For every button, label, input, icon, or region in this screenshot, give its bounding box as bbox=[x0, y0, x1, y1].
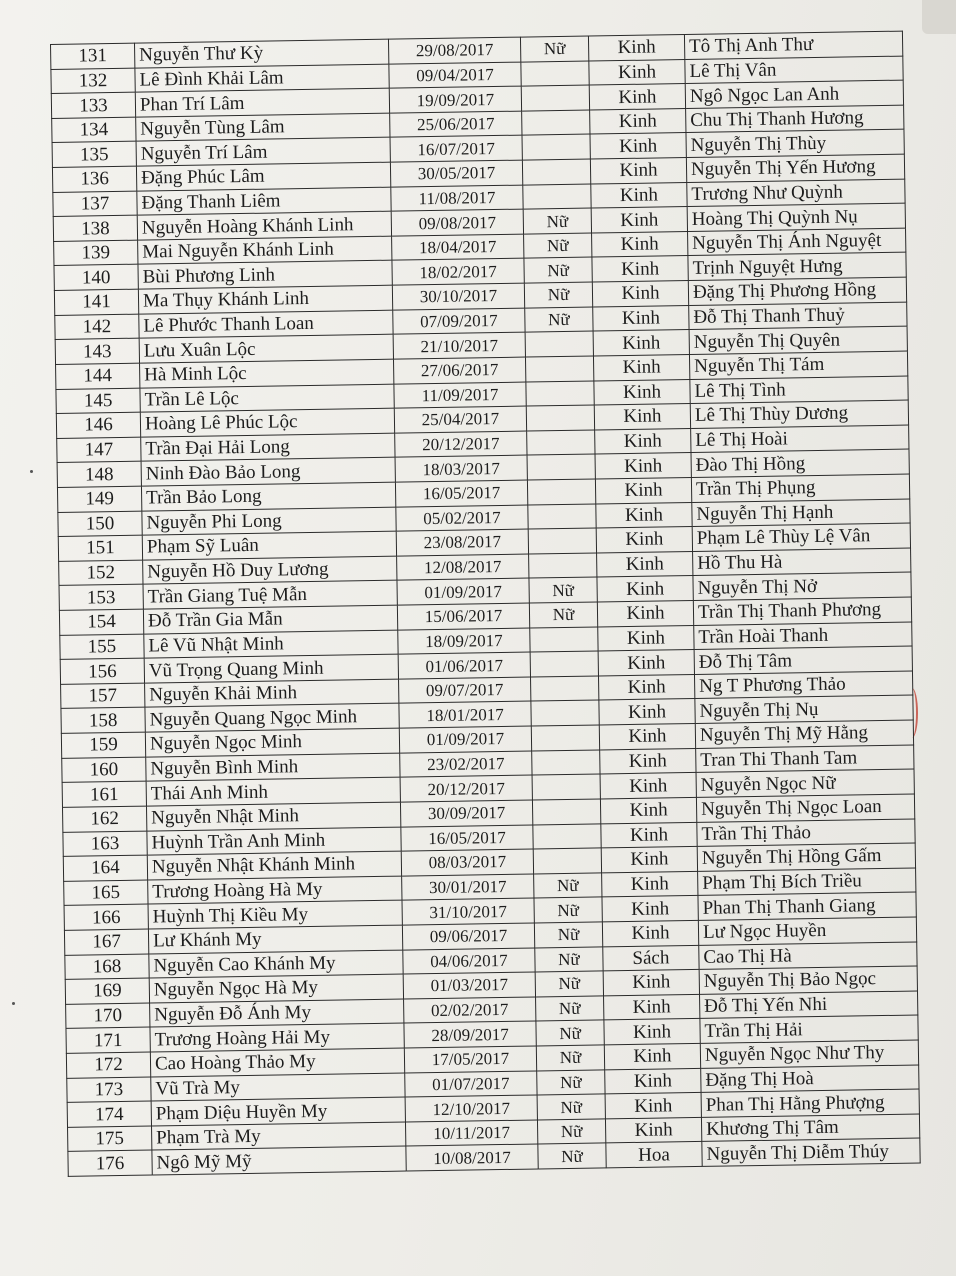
student-name-cell: Nguyễn Đỗ Ánh My bbox=[150, 999, 404, 1028]
ethnicity-cell: Kinh bbox=[588, 35, 684, 61]
student-name-cell: Cao Hoàng Thảo My bbox=[150, 1048, 404, 1077]
date-of-birth-cell: 09/04/2017 bbox=[389, 62, 521, 89]
gender-cell bbox=[533, 848, 601, 874]
student-name-cell: Đặng Phúc Lâm bbox=[136, 162, 390, 191]
gender-cell: Nữ bbox=[520, 36, 588, 62]
ethnicity-cell: Kinh bbox=[604, 1019, 700, 1045]
gender-cell: Nữ bbox=[529, 602, 597, 628]
ethnicity-cell: Kinh bbox=[598, 625, 694, 651]
gender-cell bbox=[521, 85, 589, 111]
gender-cell bbox=[533, 823, 601, 849]
ethnicity-cell: Kinh bbox=[597, 600, 693, 626]
row-number-cell: 141 bbox=[54, 289, 138, 315]
date-of-birth-cell: 01/09/2017 bbox=[399, 726, 531, 753]
gender-cell: Nữ bbox=[523, 208, 591, 234]
parent-name-cell: Cao Thị Hà bbox=[699, 942, 917, 970]
ethnicity-cell: Kinh bbox=[590, 133, 686, 159]
gender-cell bbox=[526, 381, 594, 407]
date-of-birth-cell: 27/06/2017 bbox=[393, 357, 525, 384]
ethnicity-cell: Kinh bbox=[593, 354, 689, 380]
row-number-cell: 131 bbox=[51, 43, 135, 69]
row-number-cell: 172 bbox=[66, 1052, 150, 1078]
parent-name-cell: Lư Ngọc Huyền bbox=[698, 917, 916, 945]
gender-cell: Nữ bbox=[537, 1094, 605, 1120]
ethnicity-cell: Kinh bbox=[593, 305, 689, 331]
row-number-cell: 170 bbox=[66, 1003, 150, 1029]
parent-name-cell: Phan Thị Thanh Giang bbox=[698, 892, 916, 920]
parent-name-cell: Nguyễn Thị Ngọc Loan bbox=[696, 794, 914, 822]
ethnicity-cell: Kinh bbox=[589, 84, 685, 110]
date-of-birth-cell: 10/08/2017 bbox=[406, 1144, 538, 1171]
date-of-birth-cell: 23/02/2017 bbox=[400, 751, 532, 778]
student-name-cell: Đỗ Trần Gia Mẫn bbox=[143, 605, 397, 634]
gender-cell bbox=[531, 700, 599, 726]
date-of-birth-cell: 30/10/2017 bbox=[392, 283, 524, 310]
date-of-birth-cell: 18/09/2017 bbox=[398, 628, 530, 655]
date-of-birth-cell: 01/03/2017 bbox=[403, 972, 535, 999]
binder-clip bbox=[922, 0, 956, 34]
ethnicity-cell: Kinh bbox=[603, 970, 699, 996]
date-of-birth-cell: 12/10/2017 bbox=[405, 1095, 537, 1122]
gender-cell: Nữ bbox=[525, 307, 593, 333]
row-number-cell: 147 bbox=[57, 437, 141, 463]
date-of-birth-cell: 25/04/2017 bbox=[394, 406, 526, 433]
parent-name-cell: Nguyễn Thị Tám bbox=[689, 351, 907, 379]
ethnicity-cell: Kinh bbox=[589, 59, 685, 85]
parent-name-cell: Nguyễn Thị Bảo Ngọc bbox=[699, 966, 917, 994]
ethnicity-cell: Kinh bbox=[600, 748, 696, 774]
student-name-cell: Vũ Trà My bbox=[151, 1073, 405, 1102]
row-number-cell: 175 bbox=[68, 1126, 152, 1152]
gender-cell: Nữ bbox=[524, 257, 592, 283]
ink-dot bbox=[30, 470, 33, 473]
parent-name-cell: Lê Thị Hoài bbox=[691, 425, 909, 453]
row-number-cell: 150 bbox=[58, 511, 142, 537]
gender-cell bbox=[531, 725, 599, 751]
student-name-cell: Nguyễn Phi Long bbox=[142, 507, 396, 536]
gender-cell bbox=[532, 774, 600, 800]
date-of-birth-cell: 02/02/2017 bbox=[404, 997, 536, 1024]
parent-name-cell: Ngô Ngọc Lan Anh bbox=[685, 80, 903, 108]
ethnicity-cell: Kinh bbox=[597, 576, 693, 602]
parent-name-cell: Nguyễn Thị Diễm Thúy bbox=[702, 1138, 920, 1166]
row-number-cell: 160 bbox=[62, 757, 146, 783]
student-roster-table bbox=[50, 31, 921, 1177]
ethnicity-cell: Kinh bbox=[595, 428, 691, 454]
row-number-cell: 158 bbox=[61, 708, 145, 734]
student-name-cell: Nguyễn Bình Minh bbox=[146, 753, 400, 782]
date-of-birth-cell: 07/09/2017 bbox=[393, 308, 525, 335]
parent-name-cell: Trịnh Nguyệt Hưng bbox=[688, 253, 906, 281]
parent-name-cell: Nguyễn Thị Mỹ Hằng bbox=[695, 720, 913, 748]
ethnicity-cell: Hoa bbox=[606, 1142, 702, 1168]
ethnicity-cell: Kinh bbox=[597, 551, 693, 577]
row-number-cell: 140 bbox=[54, 265, 138, 291]
student-name-cell: Nguyễn Khải Minh bbox=[145, 679, 399, 708]
student-name-cell: Lưu Xuân Lộc bbox=[139, 334, 393, 363]
date-of-birth-cell: 28/09/2017 bbox=[404, 1021, 536, 1048]
row-number-cell: 146 bbox=[56, 412, 140, 438]
gender-cell: Nữ bbox=[535, 946, 603, 972]
ethnicity-cell: Kinh bbox=[601, 822, 697, 848]
ethnicity-cell: Kinh bbox=[600, 773, 696, 799]
row-number-cell: 167 bbox=[64, 929, 148, 955]
gender-cell: Nữ bbox=[529, 577, 597, 603]
parent-name-cell: Nguyễn Thị Quyên bbox=[689, 326, 907, 354]
row-number-cell: 155 bbox=[60, 634, 144, 660]
row-number-cell: 161 bbox=[62, 781, 146, 807]
date-of-birth-cell: 01/06/2017 bbox=[398, 652, 530, 679]
gender-cell: Nữ bbox=[537, 1070, 605, 1096]
row-number-cell: 132 bbox=[51, 68, 135, 94]
student-name-cell: Mai Nguyễn Khánh Linh bbox=[138, 236, 392, 265]
ethnicity-cell: Kinh bbox=[595, 477, 691, 503]
gender-cell bbox=[526, 405, 594, 431]
ethnicity-cell: Kinh bbox=[601, 847, 697, 873]
gender-cell bbox=[532, 799, 600, 825]
ethnicity-cell: Kinh bbox=[600, 797, 696, 823]
date-of-birth-cell: 09/07/2017 bbox=[399, 677, 531, 704]
row-number-cell: 136 bbox=[52, 166, 136, 192]
student-name-cell: Hà Minh Lộc bbox=[140, 359, 394, 388]
date-of-birth-cell: 08/03/2017 bbox=[401, 849, 533, 876]
parent-name-cell: Nguyễn Thị Nở bbox=[693, 572, 911, 600]
gender-cell bbox=[528, 504, 596, 530]
date-of-birth-cell: 18/03/2017 bbox=[395, 455, 527, 482]
student-name-cell: Nguyễn Ngọc Minh bbox=[145, 728, 399, 757]
gender-cell bbox=[523, 184, 591, 210]
date-of-birth-cell: 17/05/2017 bbox=[404, 1046, 536, 1073]
date-of-birth-cell: 20/12/2017 bbox=[395, 431, 527, 458]
student-name-cell: Thái Anh Minh bbox=[146, 777, 400, 806]
ethnicity-cell: Kinh bbox=[591, 207, 687, 233]
ethnicity-cell: Kinh bbox=[590, 158, 686, 184]
student-name-cell: Trần Giang Tuệ Mẫn bbox=[143, 581, 397, 610]
row-number-cell: 162 bbox=[62, 806, 146, 832]
student-name-cell: Ngô Mỹ Mỹ bbox=[152, 1146, 406, 1175]
ethnicity-cell: Kinh bbox=[598, 674, 694, 700]
parent-name-cell: Trương Như Quỳnh bbox=[687, 179, 905, 207]
ethnicity-cell: Kinh bbox=[605, 1068, 701, 1094]
student-name-cell: Nguyễn Trí Lâm bbox=[136, 138, 390, 167]
ethnicity-cell: Kinh bbox=[592, 231, 688, 257]
parent-name-cell: Nguyễn Thị Thùy bbox=[686, 130, 904, 158]
date-of-birth-cell: 09/06/2017 bbox=[402, 923, 534, 950]
roster-body bbox=[51, 31, 921, 1176]
ethnicity-cell: Kinh bbox=[590, 108, 686, 134]
ethnicity-cell: Kinh bbox=[595, 453, 691, 479]
student-name-cell: Phạm Trà My bbox=[152, 1122, 406, 1151]
date-of-birth-cell: 01/07/2017 bbox=[405, 1071, 537, 1098]
gender-cell bbox=[525, 331, 593, 357]
parent-name-cell: Đỗ Thị Tâm bbox=[694, 646, 912, 674]
date-of-birth-cell: 29/08/2017 bbox=[388, 37, 520, 64]
date-of-birth-cell: 20/12/2017 bbox=[400, 775, 532, 802]
row-number-cell: 166 bbox=[64, 904, 148, 930]
student-name-cell: Trương Hoàng Hà My bbox=[148, 876, 402, 905]
ethnicity-cell: Kinh bbox=[599, 724, 695, 750]
parent-name-cell: Nguyễn Thị Ánh Nguyệt bbox=[688, 228, 906, 256]
date-of-birth-cell: 01/09/2017 bbox=[397, 578, 529, 605]
date-of-birth-cell: 05/02/2017 bbox=[396, 505, 528, 532]
student-name-cell: Trần Đại Hải Long bbox=[141, 433, 395, 462]
parent-name-cell: Nguyễn Thị Nụ bbox=[695, 695, 913, 723]
gender-cell: Nữ bbox=[538, 1143, 606, 1169]
row-number-cell: 134 bbox=[52, 117, 136, 143]
student-name-cell: Trần Bảo Long bbox=[141, 482, 395, 511]
ethnicity-cell: Kinh bbox=[592, 281, 688, 307]
date-of-birth-cell: 16/07/2017 bbox=[390, 136, 522, 163]
parent-name-cell: Tô Thị Anh Thư bbox=[684, 31, 902, 59]
gender-cell: Nữ bbox=[535, 971, 603, 997]
student-name-cell: Bùi Phương Linh bbox=[138, 261, 392, 290]
parent-name-cell: Nguyễn Ngọc Như Thy bbox=[700, 1040, 918, 1068]
gender-cell: Nữ bbox=[534, 873, 602, 899]
row-number-cell: 156 bbox=[60, 658, 144, 684]
gender-cell: Nữ bbox=[524, 233, 592, 259]
row-number-cell: 137 bbox=[53, 191, 137, 217]
student-name-cell: Huỳnh Trần Anh Minh bbox=[147, 827, 401, 856]
student-name-cell: Nguyễn Quang Ngọc Minh bbox=[145, 704, 399, 733]
student-name-cell: Phan Trí Lâm bbox=[135, 88, 389, 117]
gender-cell: Nữ bbox=[524, 282, 592, 308]
student-name-cell: Nguyễn Hoàng Khánh Linh bbox=[137, 211, 391, 240]
student-name-cell: Đặng Thanh Liêm bbox=[137, 187, 391, 216]
gender-cell bbox=[527, 430, 595, 456]
ethnicity-cell: Kinh bbox=[592, 256, 688, 282]
row-number-cell: 165 bbox=[64, 880, 148, 906]
date-of-birth-cell: 16/05/2017 bbox=[395, 480, 527, 507]
student-name-cell: Phạm Diệu Huyền My bbox=[151, 1097, 405, 1126]
gender-cell bbox=[522, 159, 590, 185]
gender-cell: Nữ bbox=[536, 1045, 604, 1071]
ethnicity-cell: Kinh bbox=[602, 871, 698, 897]
row-number-cell: 135 bbox=[52, 142, 136, 168]
student-name-cell: Hoàng Lê Phúc Lộc bbox=[140, 408, 394, 437]
date-of-birth-cell: 16/05/2017 bbox=[401, 825, 533, 852]
parent-name-cell: Trần Thị Thanh Phương bbox=[693, 597, 911, 625]
student-name-cell: Nguyễn Nhật Minh bbox=[146, 802, 400, 831]
date-of-birth-cell: 04/06/2017 bbox=[403, 948, 535, 975]
row-number-cell: 138 bbox=[53, 215, 137, 241]
student-name-cell: Phạm Sỹ Luân bbox=[142, 531, 396, 560]
row-number-cell: 144 bbox=[56, 363, 140, 389]
student-name-cell: Nguyễn Thư Kỳ bbox=[134, 39, 388, 68]
gender-cell bbox=[525, 356, 593, 382]
parent-name-cell: Nguyễn Thị Hồng Gấm bbox=[697, 843, 915, 871]
ethnicity-cell: Kinh bbox=[604, 1043, 700, 1069]
ethnicity-cell: Kinh bbox=[591, 182, 687, 208]
row-number-cell: 143 bbox=[55, 338, 139, 364]
ethnicity-cell: Kinh bbox=[596, 527, 692, 553]
student-name-cell: Nguyễn Hồ Duy Lương bbox=[143, 556, 397, 585]
ethnicity-cell: Kinh bbox=[598, 650, 694, 676]
gender-cell bbox=[529, 553, 597, 579]
parent-name-cell: Hồ Thu Hà bbox=[693, 548, 911, 576]
parent-name-cell: Trần Hoài Thanh bbox=[694, 622, 912, 650]
date-of-birth-cell: 23/08/2017 bbox=[396, 529, 528, 556]
gender-cell bbox=[531, 676, 599, 702]
ethnicity-cell: Kinh bbox=[602, 920, 698, 946]
ethnicity-cell: Kinh bbox=[604, 994, 700, 1020]
parent-name-cell: Nguyễn Thị Hạnh bbox=[692, 499, 910, 527]
parent-name-cell: Phan Thị Hằng Phượng bbox=[701, 1089, 919, 1117]
ethnicity-cell: Kinh bbox=[593, 330, 689, 356]
gender-cell bbox=[528, 528, 596, 554]
parent-name-cell: Phạm Lê Thùy Lệ Vân bbox=[692, 523, 910, 551]
row-number-cell: 157 bbox=[61, 683, 145, 709]
gender-cell: Nữ bbox=[534, 922, 602, 948]
date-of-birth-cell: 25/06/2017 bbox=[390, 111, 522, 138]
student-name-cell: Lư Khánh My bbox=[148, 925, 402, 954]
parent-name-cell: Hoàng Thị Quỳnh Nụ bbox=[687, 203, 905, 231]
row-number-cell: 154 bbox=[59, 609, 143, 635]
parent-name-cell: Ng T Phương Thảo bbox=[694, 671, 912, 699]
gender-cell: Nữ bbox=[536, 1020, 604, 1046]
parent-name-cell: Trần Thị Thảo bbox=[697, 819, 915, 847]
parent-name-cell: Đỗ Thị Yến Nhi bbox=[700, 991, 918, 1019]
row-number-cell: 171 bbox=[66, 1027, 150, 1053]
student-name-cell: Huỳnh Thị Kiều My bbox=[148, 900, 402, 929]
student-name-cell: Trần Lê Lộc bbox=[140, 384, 394, 413]
parent-name-cell: Khương Thị Tâm bbox=[701, 1114, 919, 1142]
gender-cell bbox=[522, 134, 590, 160]
parent-name-cell: Lê Thị Thùy Dương bbox=[690, 400, 908, 428]
gender-cell bbox=[527, 454, 595, 480]
gender-cell bbox=[527, 479, 595, 505]
row-number-cell: 133 bbox=[51, 92, 135, 118]
gender-cell bbox=[521, 61, 589, 87]
row-number-cell: 139 bbox=[54, 240, 138, 266]
row-number-cell: 163 bbox=[63, 831, 147, 857]
student-name-cell: Vũ Trọng Quang Minh bbox=[144, 654, 398, 683]
ethnicity-cell: Kinh bbox=[605, 1093, 701, 1119]
parent-name-cell: Trần Thị Phụng bbox=[691, 474, 909, 502]
parent-name-cell: Nguyễn Thị Yến Hương bbox=[686, 154, 904, 182]
gender-cell: Nữ bbox=[534, 897, 602, 923]
date-of-birth-cell: 30/05/2017 bbox=[390, 160, 522, 187]
date-of-birth-cell: 12/08/2017 bbox=[397, 554, 529, 581]
student-name-cell: Lê Vũ Nhật Minh bbox=[144, 630, 398, 659]
student-name-cell: Lê Đình Khải Lâm bbox=[135, 64, 389, 93]
row-number-cell: 159 bbox=[61, 732, 145, 758]
date-of-birth-cell: 30/01/2017 bbox=[402, 874, 534, 901]
date-of-birth-cell: 11/09/2017 bbox=[394, 382, 526, 409]
date-of-birth-cell: 18/01/2017 bbox=[399, 701, 531, 728]
date-of-birth-cell: 31/10/2017 bbox=[402, 898, 534, 925]
row-number-cell: 149 bbox=[57, 486, 141, 512]
date-of-birth-cell: 30/09/2017 bbox=[400, 800, 532, 827]
student-name-cell: Nguyễn Cao Khánh My bbox=[149, 950, 403, 979]
row-number-cell: 173 bbox=[67, 1077, 151, 1103]
date-of-birth-cell: 10/11/2017 bbox=[405, 1120, 537, 1147]
gender-cell bbox=[530, 651, 598, 677]
ethnicity-cell: Kinh bbox=[594, 379, 690, 405]
parent-name-cell: Đặng Thị Phương Hồng bbox=[688, 277, 906, 305]
parent-name-cell: Nguyễn Ngọc Nữ bbox=[696, 769, 914, 797]
student-name-cell: Trương Hoàng Hải My bbox=[150, 1023, 404, 1052]
row-number-cell: 153 bbox=[59, 585, 143, 611]
row-number-cell: 164 bbox=[63, 855, 147, 881]
row-number-cell: 168 bbox=[65, 954, 149, 980]
row-number-cell: 174 bbox=[67, 1101, 151, 1127]
ink-dot bbox=[12, 1002, 15, 1005]
student-name-cell: Lê Phước Thanh Loan bbox=[139, 310, 393, 339]
ethnicity-cell: Kinh bbox=[594, 404, 690, 430]
parent-name-cell: Lê Thị Vân bbox=[685, 56, 903, 84]
gender-cell bbox=[530, 627, 598, 653]
ethnicity-cell: Kinh bbox=[602, 896, 698, 922]
gender-cell bbox=[532, 750, 600, 776]
parent-name-cell: Đặng Thị Hoà bbox=[701, 1065, 919, 1093]
date-of-birth-cell: 18/02/2017 bbox=[392, 259, 524, 286]
date-of-birth-cell: 19/09/2017 bbox=[389, 86, 521, 113]
ethnicity-cell: Kinh bbox=[605, 1117, 701, 1143]
date-of-birth-cell: 15/06/2017 bbox=[397, 603, 529, 630]
student-name-cell: Ninh Đào Bảo Long bbox=[141, 457, 395, 486]
parent-name-cell: Chu Thị Thanh Hương bbox=[686, 105, 904, 133]
row-number-cell: 176 bbox=[68, 1150, 152, 1176]
parent-name-cell: Tran Thi Thanh Tam bbox=[696, 745, 914, 773]
student-name-cell: Ma Thụy Khánh Linh bbox=[138, 285, 392, 314]
parent-name-cell: Phạm Thị Bích Triều bbox=[698, 868, 916, 896]
date-of-birth-cell: 09/08/2017 bbox=[391, 209, 523, 236]
parent-name-cell: Đào Thị Hồng bbox=[691, 449, 909, 477]
student-name-cell: Nguyễn Tùng Lâm bbox=[136, 113, 390, 142]
parent-name-cell: Trần Thị Hải bbox=[700, 1015, 918, 1043]
date-of-birth-cell: 18/04/2017 bbox=[392, 234, 524, 261]
date-of-birth-cell: 21/10/2017 bbox=[393, 332, 525, 359]
row-number-cell: 142 bbox=[55, 314, 139, 340]
ethnicity-cell: Kinh bbox=[599, 699, 695, 725]
row-number-cell: 152 bbox=[59, 560, 143, 586]
ethnicity-cell: Kinh bbox=[596, 502, 692, 528]
date-of-birth-cell: 11/08/2017 bbox=[391, 185, 523, 212]
row-number-cell: 151 bbox=[58, 535, 142, 561]
parent-name-cell: Lê Thị Tình bbox=[690, 376, 908, 404]
row-number-cell: 148 bbox=[57, 461, 141, 487]
row-number-cell: 169 bbox=[65, 978, 149, 1004]
row-number-cell: 145 bbox=[56, 388, 140, 414]
student-name-cell: Nguyễn Ngọc Hà My bbox=[149, 974, 403, 1003]
gender-cell bbox=[522, 110, 590, 136]
parent-name-cell: Đỗ Thị Thanh Thuỷ bbox=[689, 302, 907, 330]
student-name-cell: Nguyễn Nhật Khánh Minh bbox=[147, 851, 401, 880]
gender-cell: Nữ bbox=[537, 1119, 605, 1145]
gender-cell: Nữ bbox=[536, 996, 604, 1022]
ethnicity-cell: Sách bbox=[603, 945, 699, 971]
